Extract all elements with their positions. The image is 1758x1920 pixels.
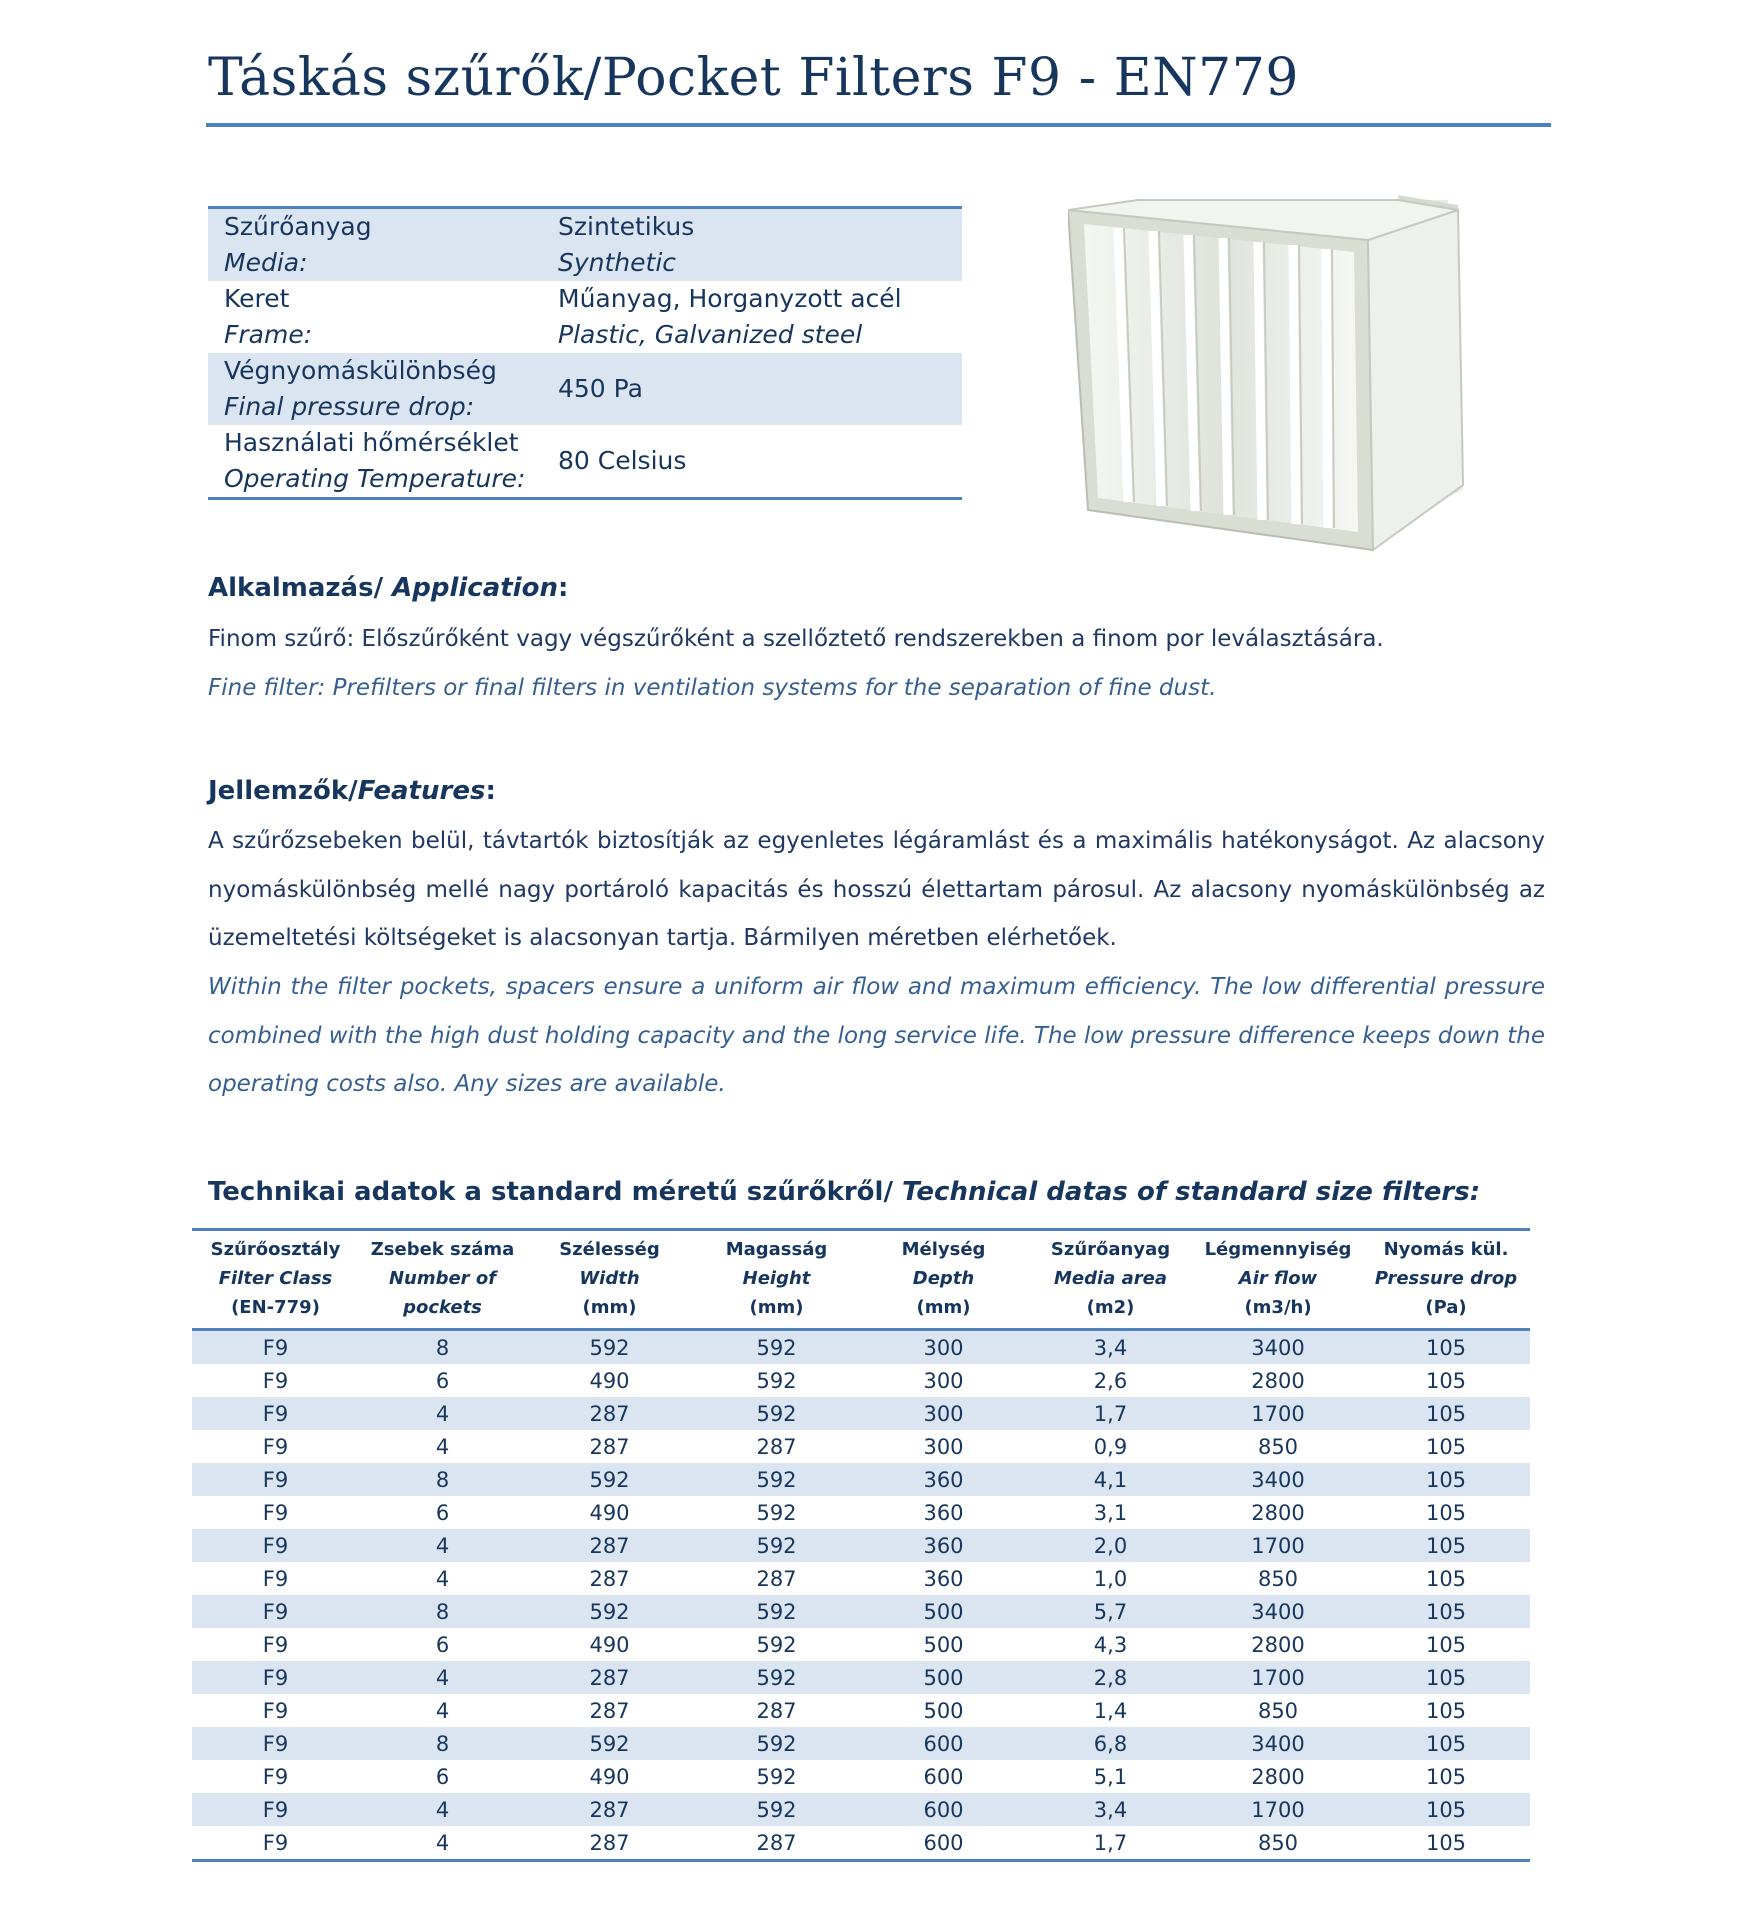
table-cell: 490 [589,1632,630,1657]
table-cell: 592 [756,1599,797,1624]
features-heading: Jellemzők/Features: [208,776,496,806]
table-cell: 4 [435,1533,450,1558]
column-header: Szűrőosztály Filter Class (EN-779) [210,1239,341,1318]
table-cell: 592 [756,1731,797,1756]
spec-label-en: Final pressure drop: [224,392,475,421]
table-cell: 8 [435,1467,450,1492]
table-cell: 287 [756,1434,797,1459]
title-divider [206,123,1551,127]
table-cell: 4,3 [1093,1632,1128,1657]
table-cell: 4 [435,1665,450,1690]
spec-row-frame [208,281,962,353]
column-header: Légmennyiség Air flow (m3/h) [1204,1239,1352,1318]
table-cell: 600 [923,1830,964,1855]
table-cell: 1700 [1251,1401,1305,1426]
table-cell: 6 [435,1764,450,1789]
table-cell: 592 [756,1797,797,1822]
table-cell: 2800 [1251,1500,1305,1525]
table-row [192,1694,1530,1727]
table-cell: 360 [923,1500,964,1525]
features-text-hu: A szűrőzsebeken belül, távtartók biztosítják az egyenletes légáramlást és a maximális hatékonyságot. Az alacsony nyomáskülönbség mellé nagy portároló kapacitás és hosszú élettartam párosul. Az alacsony nyomáskülönbség az üzemeltetési költségeket is alacsonyan tartja. Bármilyen méretben elérhetőek. [208,828,1545,952]
table-cell: 490 [589,1500,630,1525]
table-cell: 105 [1425,1797,1467,1822]
table-cell: 105 [1425,1698,1467,1723]
table-cell: 592 [589,1467,630,1492]
table-cell: 0,9 [1093,1434,1128,1459]
spec-label-en: Media: [224,248,308,277]
table-cell: 2800 [1251,1764,1305,1789]
table-cell: 3,4 [1093,1335,1128,1360]
table-cell: 1700 [1251,1533,1305,1558]
table-cell: F9 [262,1335,289,1360]
table-cell: 3400 [1251,1335,1305,1360]
table-cell: 287 [589,1830,630,1855]
table-cell: 300 [923,1401,964,1426]
table-cell: 300 [923,1434,964,1459]
pocket-filter-image [1068,180,1468,560]
spec-label-hu: Szűrőanyag [224,212,372,241]
table-row [192,1331,1530,1364]
table-cell: 600 [923,1797,964,1822]
table-cell: 105 [1425,1368,1467,1393]
table-cell: 287 [589,1566,630,1591]
table-cell: 592 [589,1731,630,1756]
table-cell: 4 [435,1797,450,1822]
table-cell: F9 [262,1566,289,1591]
table-cell: 105 [1425,1764,1467,1789]
spec-row-media [208,209,962,281]
table-cell: 592 [756,1764,797,1789]
table-cell: 592 [756,1500,797,1525]
table-cell: 287 [589,1401,630,1426]
application-text-hu: Finom szűrő: Előszűrőként vagy végszűrőként a szellőztető rendszerekben a finom por leválasztására. [208,626,1384,652]
table-cell: F9 [262,1500,289,1525]
table-cell: F9 [262,1797,289,1822]
table-row [192,1727,1530,1760]
table-cell: 8 [435,1731,450,1756]
spec-label-en: Frame: [224,320,313,349]
table-cell: F9 [262,1599,289,1624]
table-cell: 2800 [1251,1368,1305,1393]
table-row [192,1661,1530,1694]
table-cell: 6 [435,1500,450,1525]
table-cell: 105 [1425,1467,1467,1492]
table-cell: 592 [756,1533,797,1558]
table-row [192,1364,1530,1397]
table-row [192,1826,1530,1859]
table-row [192,1496,1530,1529]
spec-table [208,206,962,500]
table-cell: 105 [1425,1830,1467,1855]
table-cell: 4 [435,1830,450,1855]
table-cell: 592 [756,1368,797,1393]
table-cell: F9 [262,1434,289,1459]
table-cell: F9 [262,1533,289,1558]
technical-data-table [192,1228,1530,1862]
table-cell: 490 [589,1368,630,1393]
table-cell: 105 [1425,1731,1467,1756]
table-cell: 3,1 [1093,1500,1128,1525]
table-cell: 105 [1425,1434,1467,1459]
table-cell: 300 [923,1335,964,1360]
spec-row-pressure [208,353,962,425]
spec-value: 450 Pa [558,374,643,403]
table-cell: 850 [1257,1434,1299,1459]
table-cell: 592 [756,1665,797,1690]
table-cell: 1,4 [1093,1698,1128,1723]
table-cell: 500 [923,1665,964,1690]
table-cell: 105 [1425,1533,1467,1558]
table-row [192,1397,1530,1430]
table-cell: 287 [589,1797,630,1822]
table-cell: 287 [756,1566,797,1591]
spec-label-hu: Végnyomáskülönbség [224,356,497,385]
table-cell: 5,7 [1093,1599,1128,1624]
table-cell: 500 [923,1698,964,1723]
spec-row-temperature [208,425,962,497]
table-cell: 105 [1425,1401,1467,1426]
table-cell: 850 [1257,1566,1299,1591]
table-cell: F9 [262,1632,289,1657]
table-header [192,1231,1530,1331]
table-body [192,1331,1530,1859]
table-cell: 105 [1425,1500,1467,1525]
table-cell: 592 [756,1467,797,1492]
table-cell: 1,7 [1093,1830,1128,1855]
table-cell: 850 [1257,1830,1299,1855]
table-cell: 500 [923,1632,964,1657]
table-cell: F9 [262,1731,289,1756]
column-header: Magasság Height (mm) [725,1239,828,1318]
column-header: Mélység Depth (mm) [901,1239,986,1318]
column-header: Szűrőanyag Media area (m2) [1050,1239,1171,1318]
table-cell: 1,0 [1093,1566,1128,1591]
column-header: Nyomás kül. Pressure drop (Pa) [1374,1239,1518,1318]
table-cell: 6 [435,1632,450,1657]
table-row [192,1463,1530,1496]
table-cell: F9 [262,1368,289,1393]
table-cell: 3,4 [1093,1797,1128,1822]
table-row [192,1760,1530,1793]
table-cell: 3400 [1251,1731,1305,1756]
table-cell: F9 [262,1467,289,1492]
table-cell: 4,1 [1093,1467,1128,1492]
table-cell: 2,6 [1093,1368,1128,1393]
table-cell: 287 [589,1698,630,1723]
table-cell: 8 [435,1599,450,1624]
page-title: Táskás szűrők/Pocket Filters F9 - EN779 [208,48,1299,108]
spec-value-en: Plastic, Galvanized steel [558,320,863,349]
table-row [192,1529,1530,1562]
table-cell: 592 [589,1335,630,1360]
table-cell: 600 [923,1764,964,1789]
table-cell: F9 [262,1764,289,1789]
table-row [192,1430,1530,1463]
table-cell: 3400 [1251,1467,1305,1492]
technical-heading: Technikai adatok a standard méretű szűrőkről/ Technical datas of standard size filters: [208,1177,1481,1207]
table-cell: 592 [589,1599,630,1624]
table-cell: 287 [589,1665,630,1690]
table-cell: 850 [1257,1698,1299,1723]
table-cell: 360 [923,1566,964,1591]
table-cell: 1700 [1251,1665,1305,1690]
table-cell: 592 [756,1335,797,1360]
spec-label-hu: Keret [224,284,290,313]
table-cell: 1,7 [1093,1401,1128,1426]
table-cell: 2,8 [1093,1665,1128,1690]
application-text-en: Fine filter: Prefilters or final filters in ventilation systems for the separation of fine dust. [208,675,1217,701]
table-row [192,1595,1530,1628]
table-cell: 287 [756,1698,797,1723]
features-text-en: Within the filter pockets, spacers ensure a uniform air flow and maximum efficiency. The low differential pressure combined with the high dust holding capacity and the long service life. The low pressure difference keeps down the operating costs also. Any sizes are available. [208,974,1545,1098]
table-cell: 592 [756,1401,797,1426]
table-cell: F9 [262,1665,289,1690]
application-heading: Alkalmazás/ Application: [208,573,569,603]
table-cell: 105 [1425,1599,1467,1624]
column-header: Szélesség Width (mm) [559,1239,660,1318]
table-cell: 105 [1425,1632,1467,1657]
table-cell: 6 [435,1368,450,1393]
table-cell: 8 [435,1335,450,1360]
table-row [192,1793,1530,1826]
table-cell: 300 [923,1368,964,1393]
table-cell: 4 [435,1566,450,1591]
table-cell: 287 [589,1533,630,1558]
table-cell: 1700 [1251,1797,1305,1822]
table-cell: 3400 [1251,1599,1305,1624]
spec-value-hu: Műanyag, Horganyzott acél [558,284,902,313]
spec-value-en: Synthetic [558,248,677,277]
table-cell: 600 [923,1731,964,1756]
table-cell: 592 [756,1632,797,1657]
table-cell: 360 [923,1467,964,1492]
table-cell: 4 [435,1698,450,1723]
table-cell: 287 [756,1830,797,1855]
table-cell: F9 [262,1698,289,1723]
table-cell: 500 [923,1599,964,1624]
table-cell: 4 [435,1434,450,1459]
table-cell: 2800 [1251,1632,1305,1657]
table-cell: 287 [589,1434,630,1459]
table-cell: 4 [435,1401,450,1426]
spec-value-hu: Szintetikus [558,212,695,241]
table-cell: 2,0 [1093,1533,1128,1558]
spec-value: 80 Celsius [558,446,687,475]
table-cell: 105 [1425,1665,1467,1690]
table-row [192,1628,1530,1661]
table-cell: 105 [1425,1566,1467,1591]
table-row [192,1562,1530,1595]
table-cell: 5,1 [1093,1764,1128,1789]
table-cell: 6,8 [1093,1731,1128,1756]
table-cell: 490 [589,1764,630,1789]
table-cell: F9 [262,1830,289,1855]
column-header: Zsebek száma Number of pockets [370,1239,515,1318]
table-cell: 360 [923,1533,964,1558]
spec-label-en: Operating Temperature: [224,464,526,493]
table-cell: F9 [262,1401,289,1426]
spec-label-hu: Használati hőmérséklet [224,428,519,457]
table-cell: 105 [1425,1335,1467,1360]
